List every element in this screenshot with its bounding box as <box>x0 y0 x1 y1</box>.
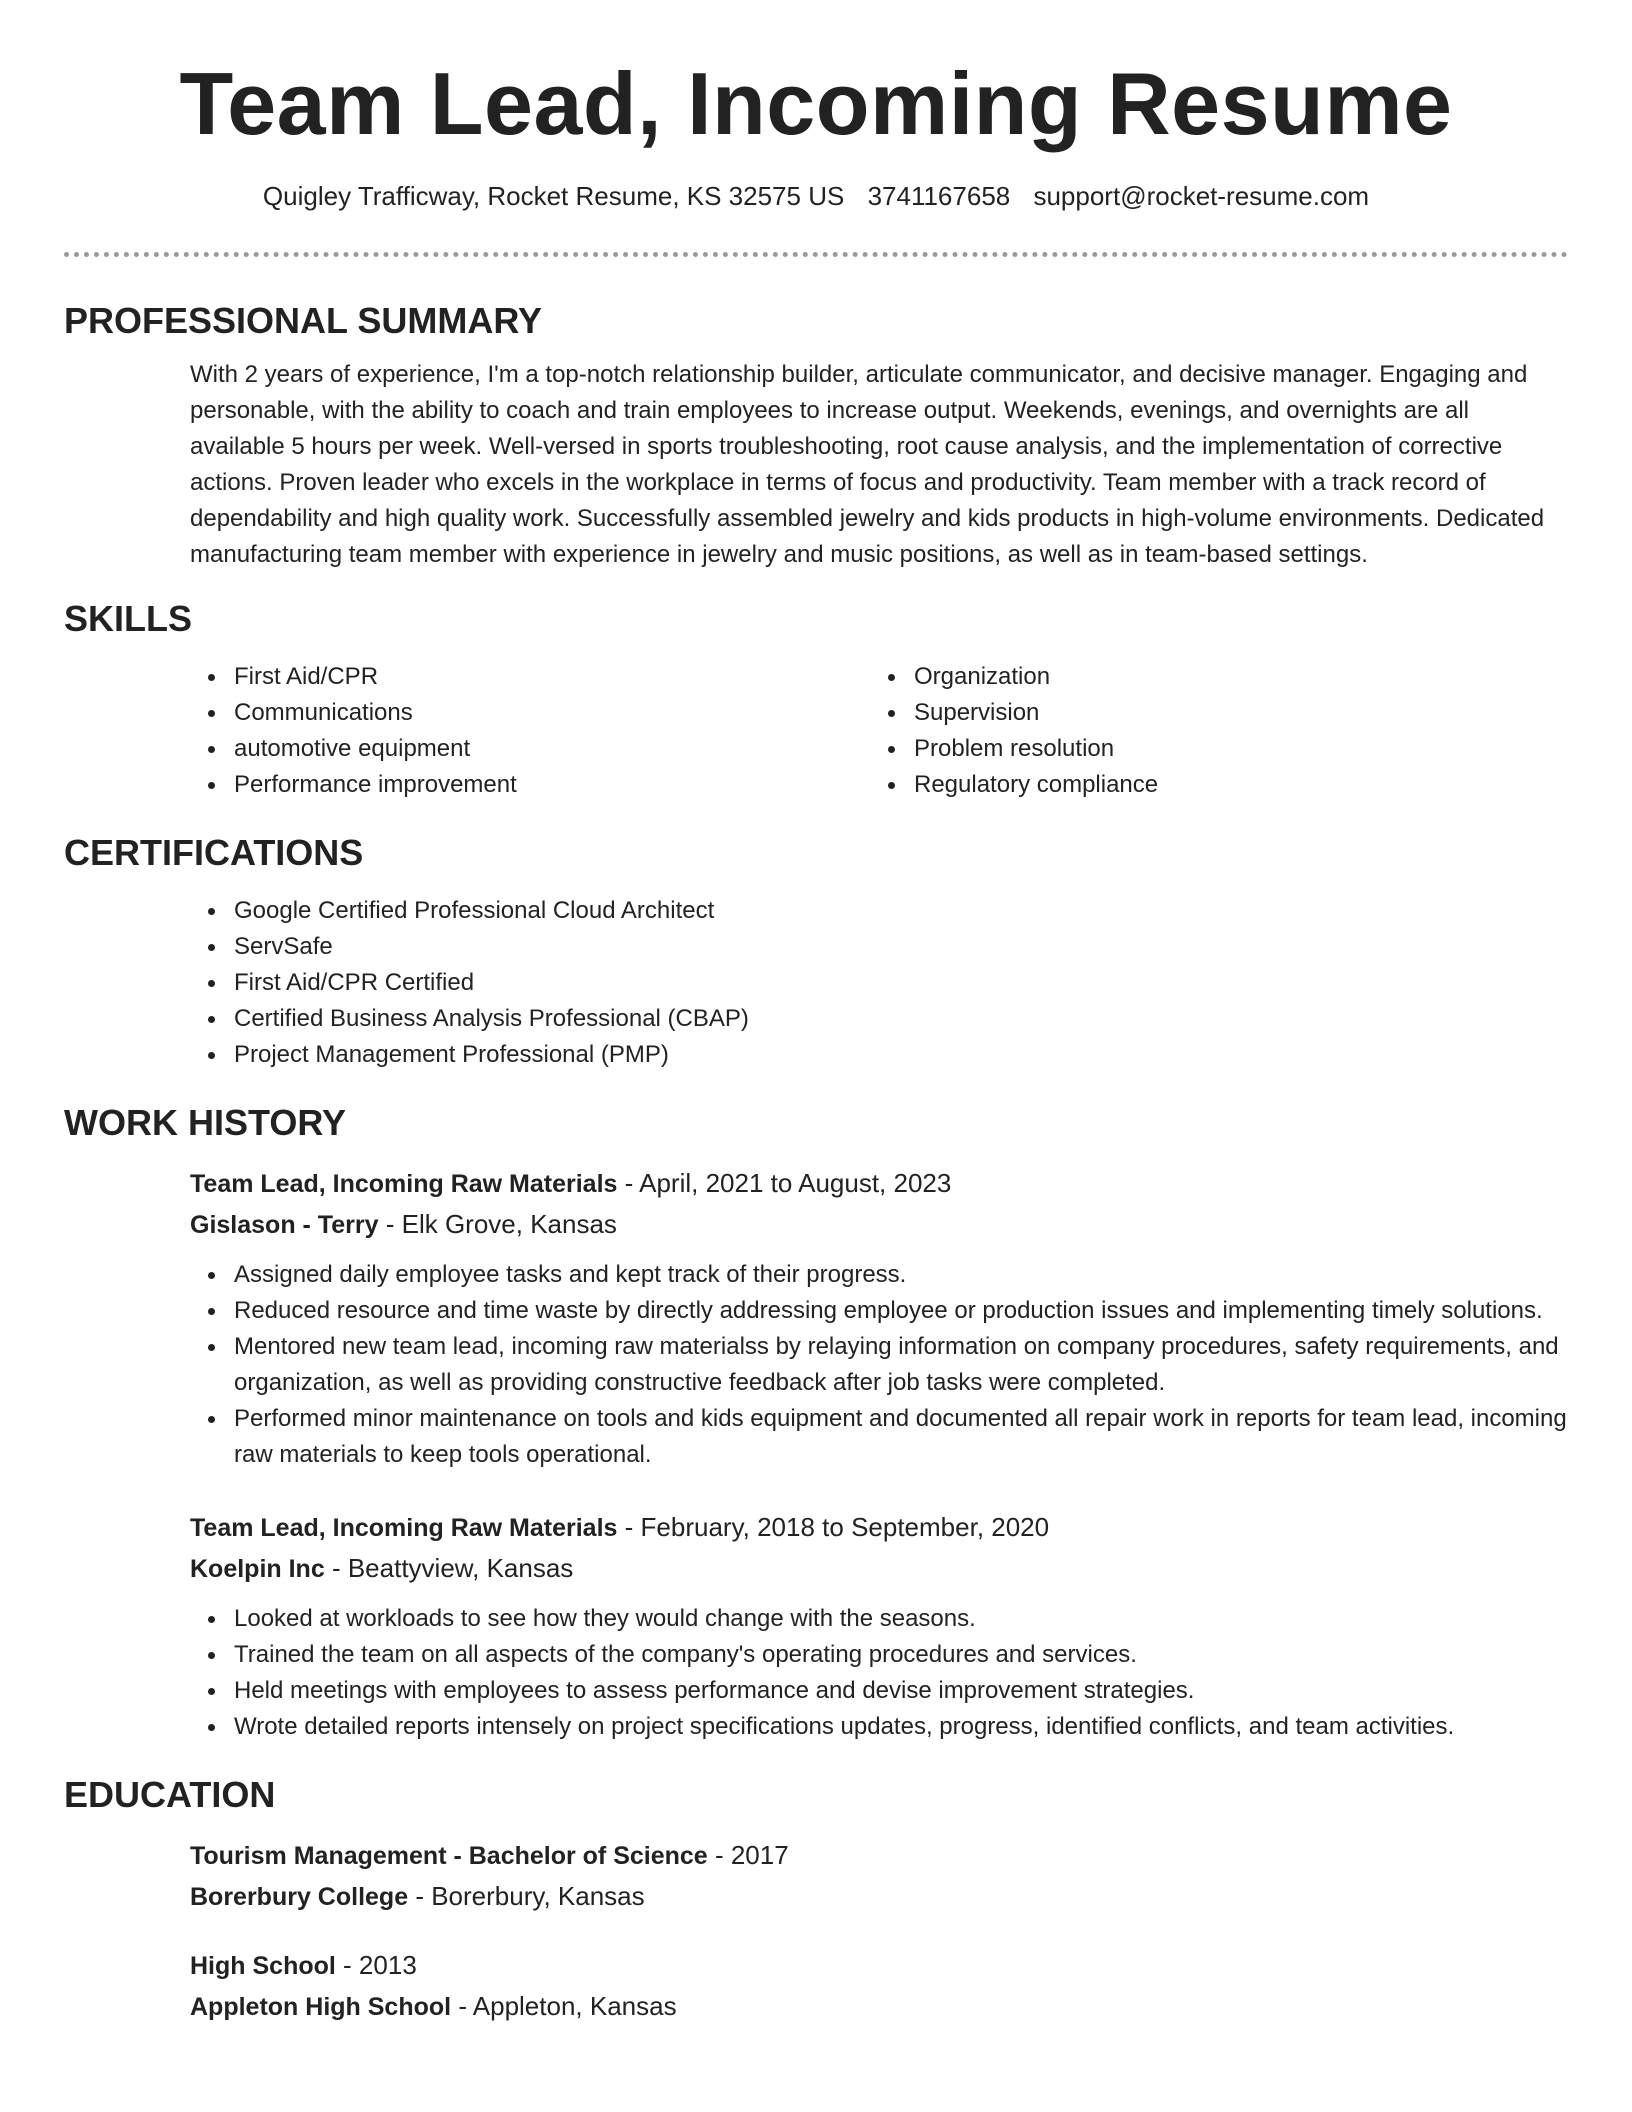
job-bullet: Performed minor maintenance on tools and kids equipment and documented all repair work in reports for team lead, incoming raw materials to keep tools operational. <box>190 1401 1568 1473</box>
job-role: Team Lead, Incoming Raw Materials <box>190 1514 618 1542</box>
skill-item: Problem resolution <box>870 731 1550 767</box>
work-history-heading: WORK HISTORY <box>64 1102 347 1143</box>
job-bullet: Reduced resource and time waste by directly addressing employee or production issues and implementing timely solutions. <box>190 1293 1568 1329</box>
job-company-line <box>190 1548 1568 1589</box>
summary-text: With 2 years of experience, I'm a top-notch relationship builder, articulate communicator, and decisive manager. Engaging and personable, with the ability to coach and train employees to increase output. Weekends, evenings, and overnights are all available 5 hours per week. Well-versed in sports troubleshooting, root cause analysis, and the implementation of corrective actions. Proven leader who excels in the workplace in terms of focus and productivity. Team member with a track record of dependability and high quality work. Successfully assembled jewelry and kids products in high-volume environments. Dedicated manufacturing team member with experience in jewelry and music positions, as well as in team-based settings. <box>190 361 1545 568</box>
job-company: Koelpin Inc <box>190 1555 325 1583</box>
job-bullet: Wrote detailed reports intensely on project specifications updates, progress, identified conflicts, and team activities. <box>190 1709 1568 1745</box>
job-company: Gislason - Terry <box>190 1211 379 1239</box>
skill-item: automotive equipment <box>190 731 870 767</box>
skills-list <box>190 659 1568 803</box>
skill-item: Regulatory compliance <box>870 767 1550 803</box>
job-title-line <box>190 1163 1568 1204</box>
job-entry <box>190 1163 1568 1473</box>
contact-address: Quigley Trafficway, Rocket Resume, KS 32575 US <box>262 181 845 211</box>
education-school-line <box>190 1986 1568 2027</box>
contact-line <box>64 180 1568 212</box>
certification-item: ServSafe <box>190 929 1568 965</box>
skill-item: Performance improvement <box>190 767 870 803</box>
certifications-list <box>190 893 1568 1073</box>
job-title-line <box>190 1507 1568 1548</box>
job-bullets <box>190 1601 1568 1745</box>
education-school-line <box>190 1876 1568 1917</box>
education-school: Appleton High School <box>190 1993 452 2021</box>
education-degree-line <box>190 1945 1568 1986</box>
education-location: - Appleton, Kansas <box>451 1991 677 2021</box>
contact-phone: 3741167658 <box>867 181 1011 211</box>
education-school: Borerbury College <box>190 1883 409 1911</box>
resume-page <box>64 0 1568 2027</box>
header-divider <box>64 252 1568 257</box>
education-year: - 2013 <box>335 1950 417 1980</box>
education-entry <box>190 1945 1568 2027</box>
skill-item: Organization <box>870 659 1550 695</box>
certification-item: Google Certified Professional Cloud Architect <box>190 893 1568 929</box>
education-degree: Tourism Management - Bachelor of Science <box>190 1842 708 1870</box>
job-location: - Elk Grove, Kansas <box>378 1209 617 1239</box>
job-dates: - February, 2018 to September, 2020 <box>617 1512 1050 1542</box>
skills-column-left <box>190 659 870 803</box>
certification-item: Project Management Professional (PMP) <box>190 1037 1568 1073</box>
education-location: - Borerbury, Kansas <box>408 1881 645 1911</box>
job-bullet: Trained the team on all aspects of the company's operating procedures and services. <box>190 1637 1568 1673</box>
job-entry <box>190 1507 1568 1745</box>
job-bullet: Assigned daily employee tasks and kept track of their progress. <box>190 1257 1568 1293</box>
summary-heading: PROFESSIONAL SUMMARY <box>64 300 543 341</box>
job-location: - Beattyview, Kansas <box>324 1553 574 1583</box>
education-degree-line <box>190 1835 1568 1876</box>
job-bullet: Held meetings with employees to assess performance and devise improvement strategies. <box>190 1673 1568 1709</box>
certification-item: First Aid/CPR Certified <box>190 965 1568 1001</box>
education-degree: High School <box>190 1952 336 1980</box>
job-bullets <box>190 1257 1568 1473</box>
contact-email: support@rocket-resume.com <box>1033 181 1370 211</box>
education-entry <box>190 1835 1568 1917</box>
resume-name: Team Lead, Incoming Resume <box>179 54 1453 153</box>
job-role: Team Lead, Incoming Raw Materials <box>190 1170 618 1198</box>
education-year: - 2017 <box>707 1840 789 1870</box>
skills-column-right <box>870 659 1550 803</box>
job-company-line <box>190 1204 1568 1245</box>
education-heading: EDUCATION <box>64 1774 276 1815</box>
certification-item: Certified Business Analysis Professional (CBAP) <box>190 1001 1568 1037</box>
job-bullet: Mentored new team lead, incoming raw materialss by relaying information on company procedures, safety requirements, and organization, as well as providing constructive feedback after job tasks were completed. <box>190 1329 1568 1401</box>
skills-heading: SKILLS <box>64 598 193 639</box>
certifications-heading: CERTIFICATIONS <box>64 832 364 873</box>
job-bullet: Looked at workloads to see how they would change with the seasons. <box>190 1601 1568 1637</box>
skill-item: Supervision <box>870 695 1550 731</box>
skill-item: Communications <box>190 695 870 731</box>
skill-item: First Aid/CPR <box>190 659 870 695</box>
job-dates: - April, 2021 to August, 2023 <box>617 1168 952 1198</box>
